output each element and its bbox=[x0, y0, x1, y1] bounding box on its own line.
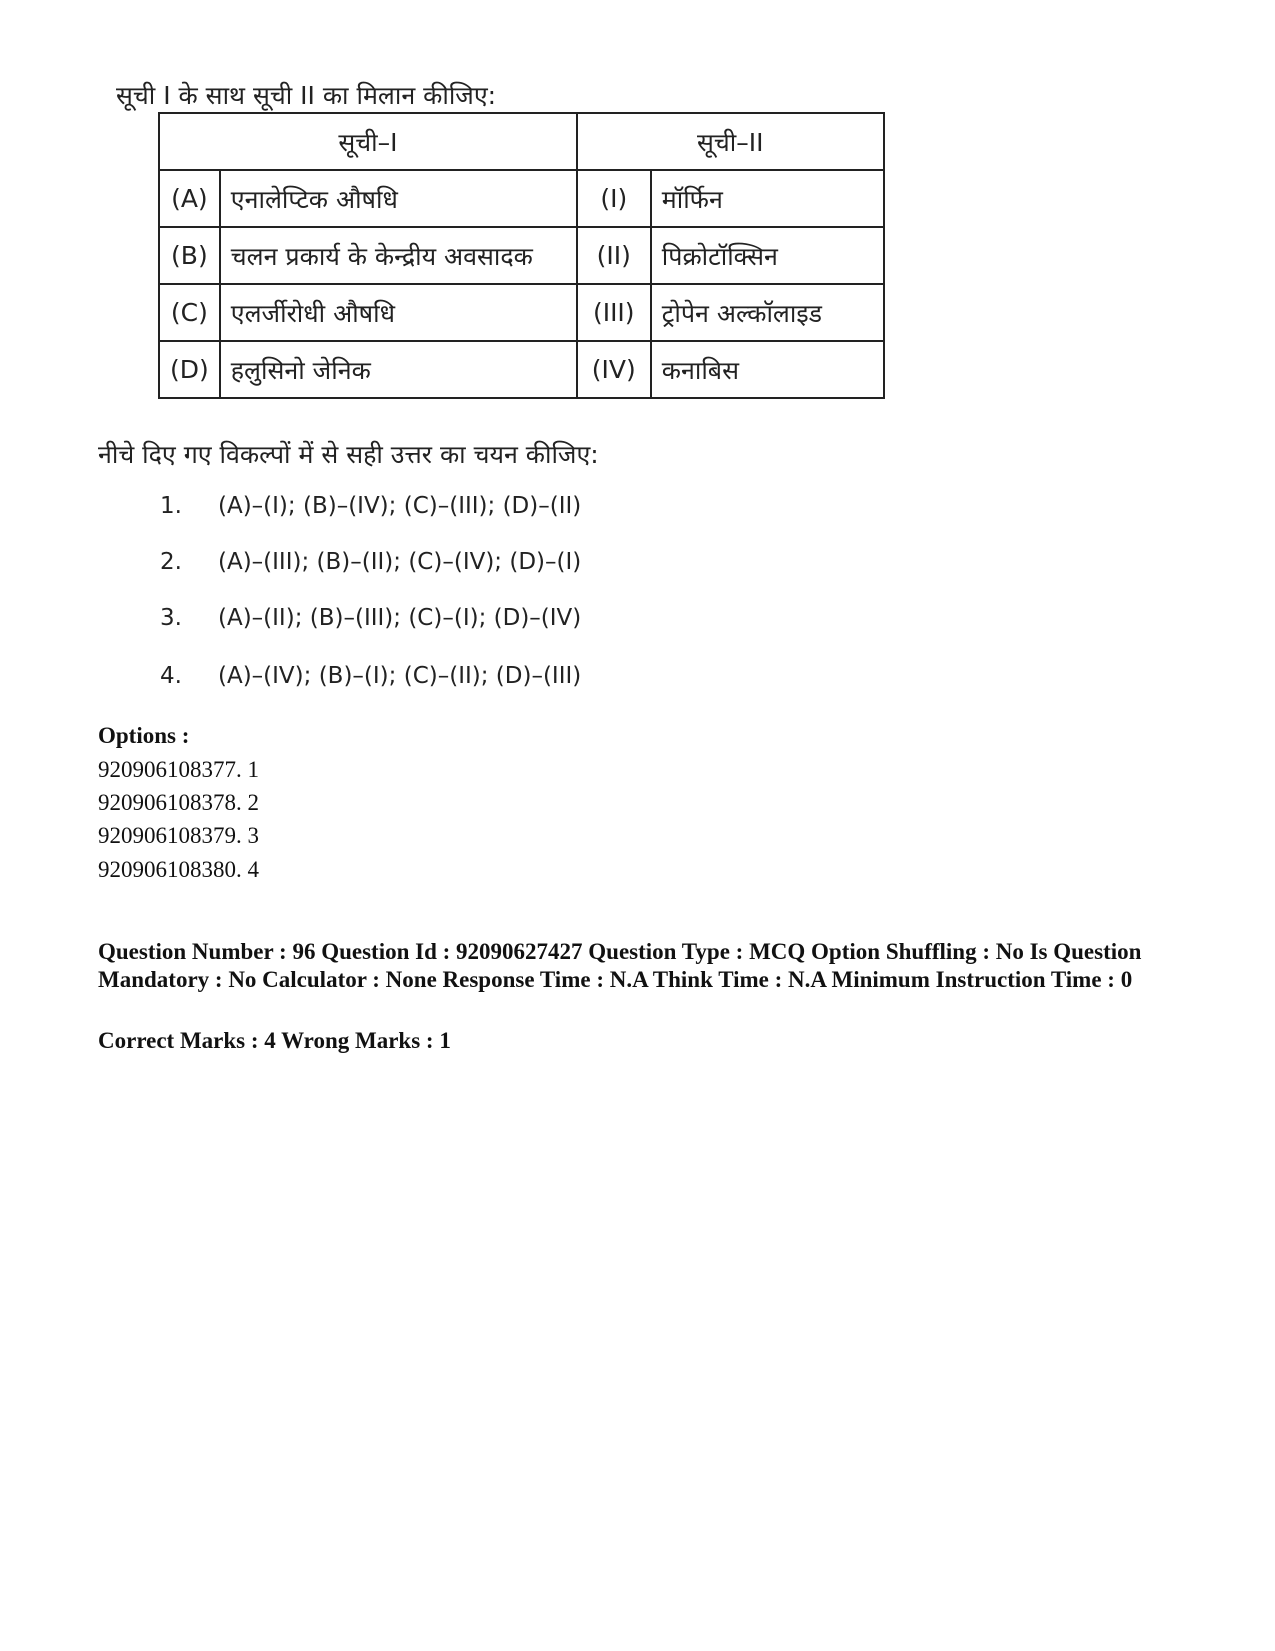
question-meta: Question Number : 96 Question Id : 92090627427 Question Type : MCQ Option Shuffling : No Is Question Mandatory : No Calculator : None Response Time : N.A Think Time : N.A Minimum Instruction Time : 0 bbox=[98, 939, 1142, 992]
table-row bbox=[159, 227, 884, 284]
list-1-item: एनालेप्टिक औषधि bbox=[220, 170, 577, 227]
marks-info: Correct Marks : 4 Wrong Marks : 1 bbox=[98, 1028, 451, 1053]
list-2-item: मॉर्फिन bbox=[651, 170, 884, 227]
row-label-left: (C) bbox=[159, 284, 220, 341]
option-item: 920906108377. 1 bbox=[98, 757, 259, 782]
choose-instruction: नीचे दिए गए विकल्पों में से सही उत्तर का चयन कीजिए: bbox=[98, 440, 599, 469]
option-item: 920906108379. 3 bbox=[98, 823, 259, 848]
question-instruction: सूची I के साथ सूची II का मिलान कीजिए: bbox=[116, 81, 497, 110]
list-1-item: चलन प्रकार्य के केन्द्रीय अवसादक bbox=[220, 227, 577, 284]
table-row bbox=[159, 341, 884, 398]
row-label-left: (B) bbox=[159, 227, 220, 284]
option-item: 920906108380. 4 bbox=[98, 857, 259, 882]
choice-2: 2. (A)–(III); (B)–(II); (C)–(IV); (D)–(I) bbox=[160, 549, 582, 575]
table-header-row bbox=[159, 113, 884, 170]
choice-3: 3. (A)–(II); (B)–(III); (C)–(I); (D)–(IV) bbox=[160, 605, 582, 631]
row-label-right: (IV) bbox=[577, 341, 651, 398]
choice-1: 1. (A)–(I); (B)–(IV); (C)–(III); (D)–(II) bbox=[160, 493, 582, 519]
row-label-right: (III) bbox=[577, 284, 651, 341]
list-1-header: सूची–I bbox=[159, 113, 577, 170]
row-label-right: (II) bbox=[577, 227, 651, 284]
table-row bbox=[159, 170, 884, 227]
list-1-item: एलर्जीरोधी औषधि bbox=[220, 284, 577, 341]
choice-4: 4. (A)–(IV); (B)–(I); (C)–(II); (D)–(III) bbox=[160, 663, 582, 689]
list-2-header: सूची–II bbox=[577, 113, 884, 170]
option-item: 920906108378. 2 bbox=[98, 790, 259, 815]
list-2-item: कनाबिस bbox=[651, 341, 884, 398]
list-2-item: पिक्रोटॉक्सिन bbox=[651, 227, 884, 284]
match-table bbox=[158, 112, 885, 399]
options-heading: Options : bbox=[98, 723, 190, 748]
row-label-left: (A) bbox=[159, 170, 220, 227]
table-row bbox=[159, 284, 884, 341]
list-2-item: ट्रोपेन अल्कॉलाइड bbox=[651, 284, 884, 341]
list-1-item: हलुसिनो जेनिक bbox=[220, 341, 577, 398]
row-label-right: (I) bbox=[577, 170, 651, 227]
row-label-left: (D) bbox=[159, 341, 220, 398]
